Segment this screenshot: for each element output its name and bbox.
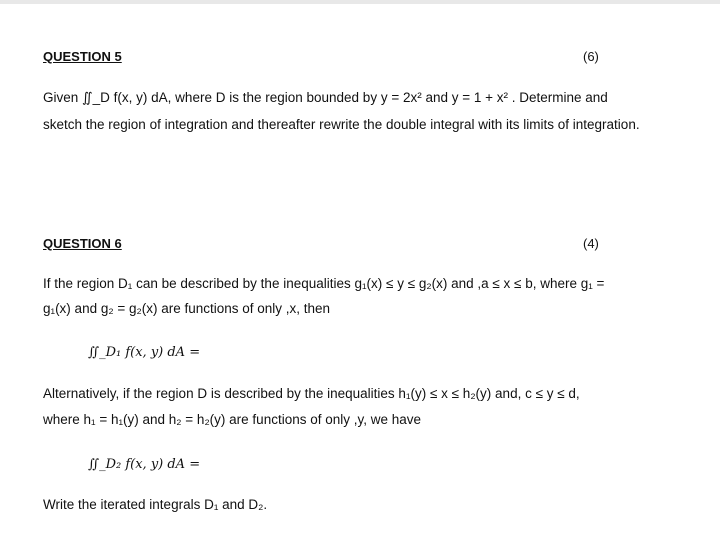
question-5-line-1: Given ∬_D f(x, y) dA, where D is the region bounded by y = 2x² and y = 1 + x² . Determine and [43,90,608,105]
question-6-line-4: where h₁ = h₁(y) and h₂ = h₂(y) are functions of only ,y, we have [43,412,422,427]
question-6-line-2: g₁(x) and g₂ = g₂(x) are functions of only ,x, then [43,301,331,316]
question-6-line-1: If the region D₁ can be described by the inequalities g₁(x) ≤ y ≤ g₂(x) and ,a ≤ x ≤ b, where g₁ = [43,276,605,291]
question-5-line-2: sketch the region of integration and thereafter rewrite the double integral with its limits of integration. [43,117,640,132]
question-6-line-5: Write the iterated integrals D₁ and D₂. [43,497,268,512]
integral-d2: ∬_D₂ f(x, y) dA = [88,457,201,472]
integral-d1: ∬_D₁ f(x, y) dA = [88,345,201,360]
question-6-marks: (4) [583,236,599,251]
question-6-line-3: Alternatively, if the region D is described by the inequalities h₁(y) ≤ x ≤ h₂(y) and, c ≤ y ≤ d, [43,386,580,401]
top-border [0,0,720,4]
question-6-heading: QUESTION 6 [43,236,122,251]
question-5-marks: (6) [583,49,599,64]
question-5-heading: QUESTION 5 [43,49,122,64]
